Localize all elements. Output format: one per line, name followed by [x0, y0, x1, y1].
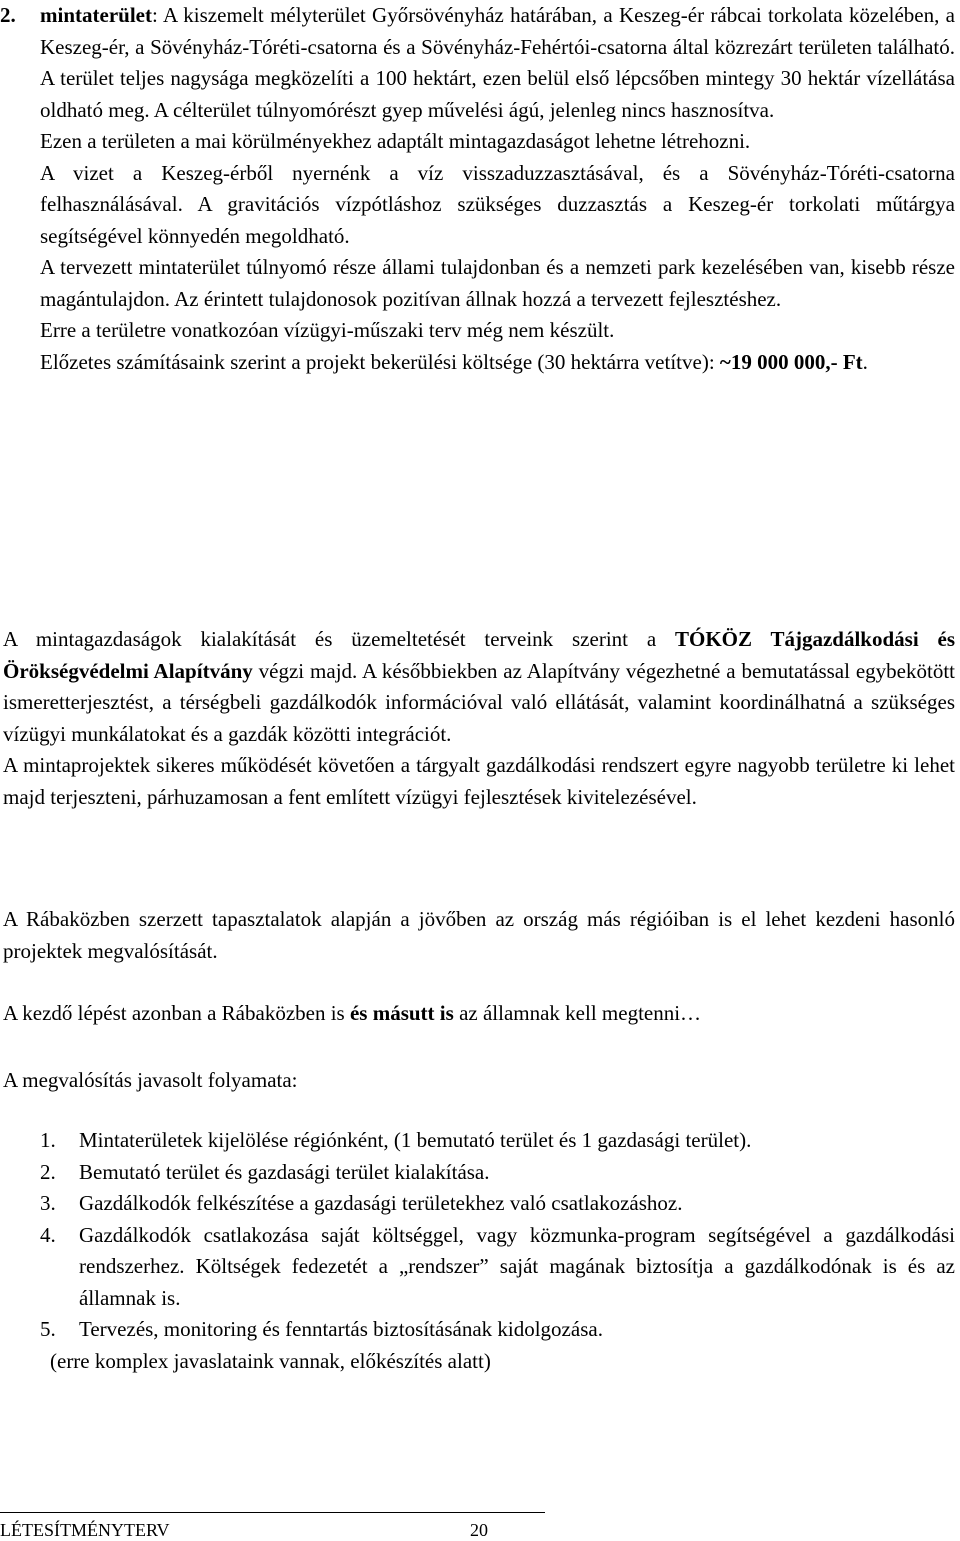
cost-value: ~19 000 000,- Ft	[719, 349, 863, 374]
section-term: mintaterület	[40, 3, 152, 27]
list-item-number: 2.	[40, 1159, 56, 1184]
list-item	[40, 1188, 955, 1220]
list-item	[40, 1314, 955, 1346]
paragraph-plan: Erre a területre vonatkozóan vízügyi-műszaki terv még nem készült.	[40, 318, 615, 342]
list-item-number: 5.	[40, 1317, 56, 1341]
section-number: 2.	[0, 3, 16, 27]
list-item-text: Tervezés, monitoring és fenntartás biztosításának kidolgozása.	[79, 1317, 603, 1341]
paragraph-ownership: A tervezett mintaterület túlnyomó része állami tulajdonban és a nemzeti park kezelésében van, kisebb része magántulajdon. Az érintett tulajdonosok pozitívan állnak hozzá a tervezett fejlesztéshez.	[40, 255, 955, 311]
experience-block	[3, 904, 955, 967]
paragraph-location: mintaterület: A kiszemelt mélyterület Győrsövényház határában, a Keszeg-ér rábcai torkolata közelében, a Keszeg-ér, a Sövényház-Tóréti-csatorna és a Sövényház-Fehértói-csatorna által közrezárt területen található. A terület teljes nagysága megközelíti a 100 hektárt, ezen belül első lépcsőben mintegy 30 hektár vízellátása oldható meg. A célterület túlnyomórészt gyep művelési ágú, jelenleg nincs hasznosítva.	[40, 3, 955, 122]
list-item-text: Mintaterületek kijelölése régiónként, (1 bemutató terület és 1 gazdasági terület).	[79, 1128, 752, 1152]
list-item	[40, 1220, 955, 1315]
list-item-number: 3.	[40, 1191, 56, 1215]
section-2-text	[40, 0, 955, 378]
paragraph-model-farm: Ezen a területen a mai körülményekhez adaptált mintagazdaságot lehetne létrehozni.	[40, 129, 751, 153]
emphasis-elsewhere: és másutt is	[349, 1001, 454, 1025]
paragraph-experience: A Rábaközben szerzett tapasztalatok alapján a jövőben az ország más régióiban is el lehet kezdeni hasonló projektek megvalósítását.	[3, 907, 955, 963]
list-item	[40, 1125, 955, 1157]
page-footer	[0, 1512, 545, 1540]
paragraph-cost: Előzetes számításaink szerint a projekt bekerülési költsége (30 hektárra vetítve): ~19 000 000,- Ft.	[40, 349, 868, 374]
paragraph-water: A vizet a Keszeg-érből nyernénk a víz visszaduzzasztásával, és a Sövényház-Tóréti-csatorna felhasználásával. A gravitációs vízpótláshoz szükséges duzzasztás a Keszeg-ér torkolati műtárgya segítségével könnyedén megoldható.	[40, 160, 955, 248]
paragraph-foundation: A mintagazdaságok kialakítását és üzemeltetését terveink szerint a TÓKÖZ Tájgazdálkodási és Örökségvédelmi Alapítvány végzi majd. A későbbiekben az Alapítvány végezhetné a bemutatással egybekötött ismeretterjesztést, a térségbeli gazdálkodók információval való ellátását, valamint koordinálhatná a szükséges vízügyi munkálatokat és a gazdák közötti integrációt.	[3, 627, 955, 746]
foundation-name: TÓKÖZ Tájgazdálkodási és Örökségvédelmi Alapítvány	[3, 627, 955, 683]
list-item-text: Gazdálkodók csatlakozása saját költséggel, vagy közmunka-program segítségével a gazdálkodási rendszerhez. Költségek fedezetét a „rendszer” saját magának biztosítja a gazdálkodónak is és az államnak is.	[79, 1222, 955, 1310]
list-item-number: 4.	[40, 1222, 56, 1247]
page-number: 20	[470, 1520, 488, 1540]
paragraph-first-step: A kezdő lépést azonban a Rábaközben is és másutt is az államnak kell megtenni…	[3, 1001, 702, 1025]
list-item-number: 1.	[40, 1128, 56, 1152]
process-steps	[40, 1125, 955, 1377]
paragraph-expansion: A mintaprojektek sikeres működését követően a tárgyalt gazdálkodási rendszert egyre nagyobb területre ki lehet majd terjeszteni, párhuzamosan a fent említett vízügyi fejlesztések kivitelezésével.	[3, 753, 955, 809]
process-note: (erre komplex javaslataink vannak, előkészítés alatt)	[50, 1348, 491, 1373]
section-2	[0, 0, 955, 378]
foundation-block	[3, 624, 955, 813]
list-item-text: Gazdálkodók felkészítése a gazdasági területekhez való csatlakozáshoz.	[79, 1191, 683, 1215]
process-heading-block	[3, 1065, 955, 1097]
process-heading: A megvalósítás javasolt folyamata:	[3, 1068, 298, 1092]
first-step-block	[3, 998, 955, 1030]
list-item-text: Bemutató terület és gazdasági terület kialakítása.	[79, 1159, 490, 1184]
footer-title: LÉTESÍTMÉNYTERV	[0, 1520, 170, 1540]
list-item	[40, 1157, 955, 1189]
